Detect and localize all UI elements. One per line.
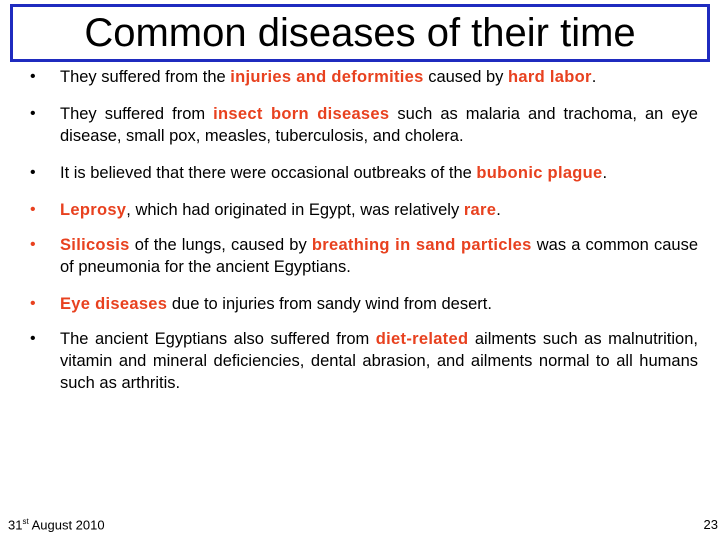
slide-title: Common diseases of their time: [84, 11, 636, 55]
highlighted-term: diet-related: [375, 330, 469, 348]
highlighted-term: hard labor: [508, 68, 592, 86]
bullet-text: , which had originated in Egypt, was relatively: [126, 201, 464, 219]
bullet-text: .: [602, 164, 608, 182]
bullet-dot-icon: •: [30, 201, 36, 218]
bullet-dot-icon: •: [30, 295, 36, 312]
bullet-dot-icon: •: [30, 68, 36, 85]
highlighted-term: Leprosy: [60, 201, 127, 219]
bullet-dot-icon: •: [30, 236, 36, 253]
highlighted-term: insect born diseases: [213, 105, 390, 123]
bullet-item: [30, 162, 698, 184]
page-number: 23: [703, 517, 718, 532]
bullet-dot-icon: •: [30, 164, 36, 181]
highlighted-term: Eye diseases: [60, 295, 168, 313]
highlighted-term: breathing in sand particles: [311, 236, 532, 254]
bullet-item: [30, 66, 698, 88]
bullet-list: [30, 66, 698, 409]
bullet-text: They suffered from: [60, 105, 214, 123]
bullet-text: was a common cause of pneumonia for the ancient Egyptians.: [60, 236, 698, 276]
footer-date-rest: August 2010: [28, 517, 105, 532]
bullet-text: such as malaria and trachoma, an eye disease, small pox, measles, tuberculosis, and cholera.: [60, 105, 698, 145]
bullet-text: of the lungs, caused by: [129, 236, 312, 254]
bullet-text: caused by: [423, 68, 508, 86]
bullet-text: .: [496, 201, 501, 219]
bullet-item: [30, 103, 698, 147]
bullet-item: [30, 293, 698, 315]
bullet-text: ailments such as malnutrition, vitamin and mineral deficiencies, dental abrasion, and ailments normal to all humans such as arthritis.: [60, 330, 698, 392]
bullet-dot-icon: •: [30, 105, 36, 122]
bullet-text: They suffered from the: [60, 68, 231, 86]
bullet-item: [30, 328, 698, 394]
bullet-text: due to injuries from sandy wind from desert.: [167, 295, 492, 313]
footer-date-day: 31: [8, 517, 23, 532]
bullet-text: The ancient Egyptians also suffered from: [60, 330, 376, 348]
title-box: [10, 4, 710, 62]
footer-date: [8, 517, 105, 532]
highlighted-term: bubonic plague: [476, 164, 603, 182]
bullet-text: It is believed that there were occasional outbreaks of the: [60, 164, 477, 182]
highlighted-term: injuries and deformities: [230, 68, 424, 86]
bullet-text: .: [591, 68, 597, 86]
bullet-item: [30, 234, 698, 278]
bullet-dot-icon: •: [30, 330, 36, 347]
highlighted-term: Silicosis: [60, 236, 130, 254]
footer-date-suffix: st: [22, 516, 29, 526]
bullet-item: [30, 199, 698, 221]
highlighted-term: rare: [463, 201, 497, 219]
